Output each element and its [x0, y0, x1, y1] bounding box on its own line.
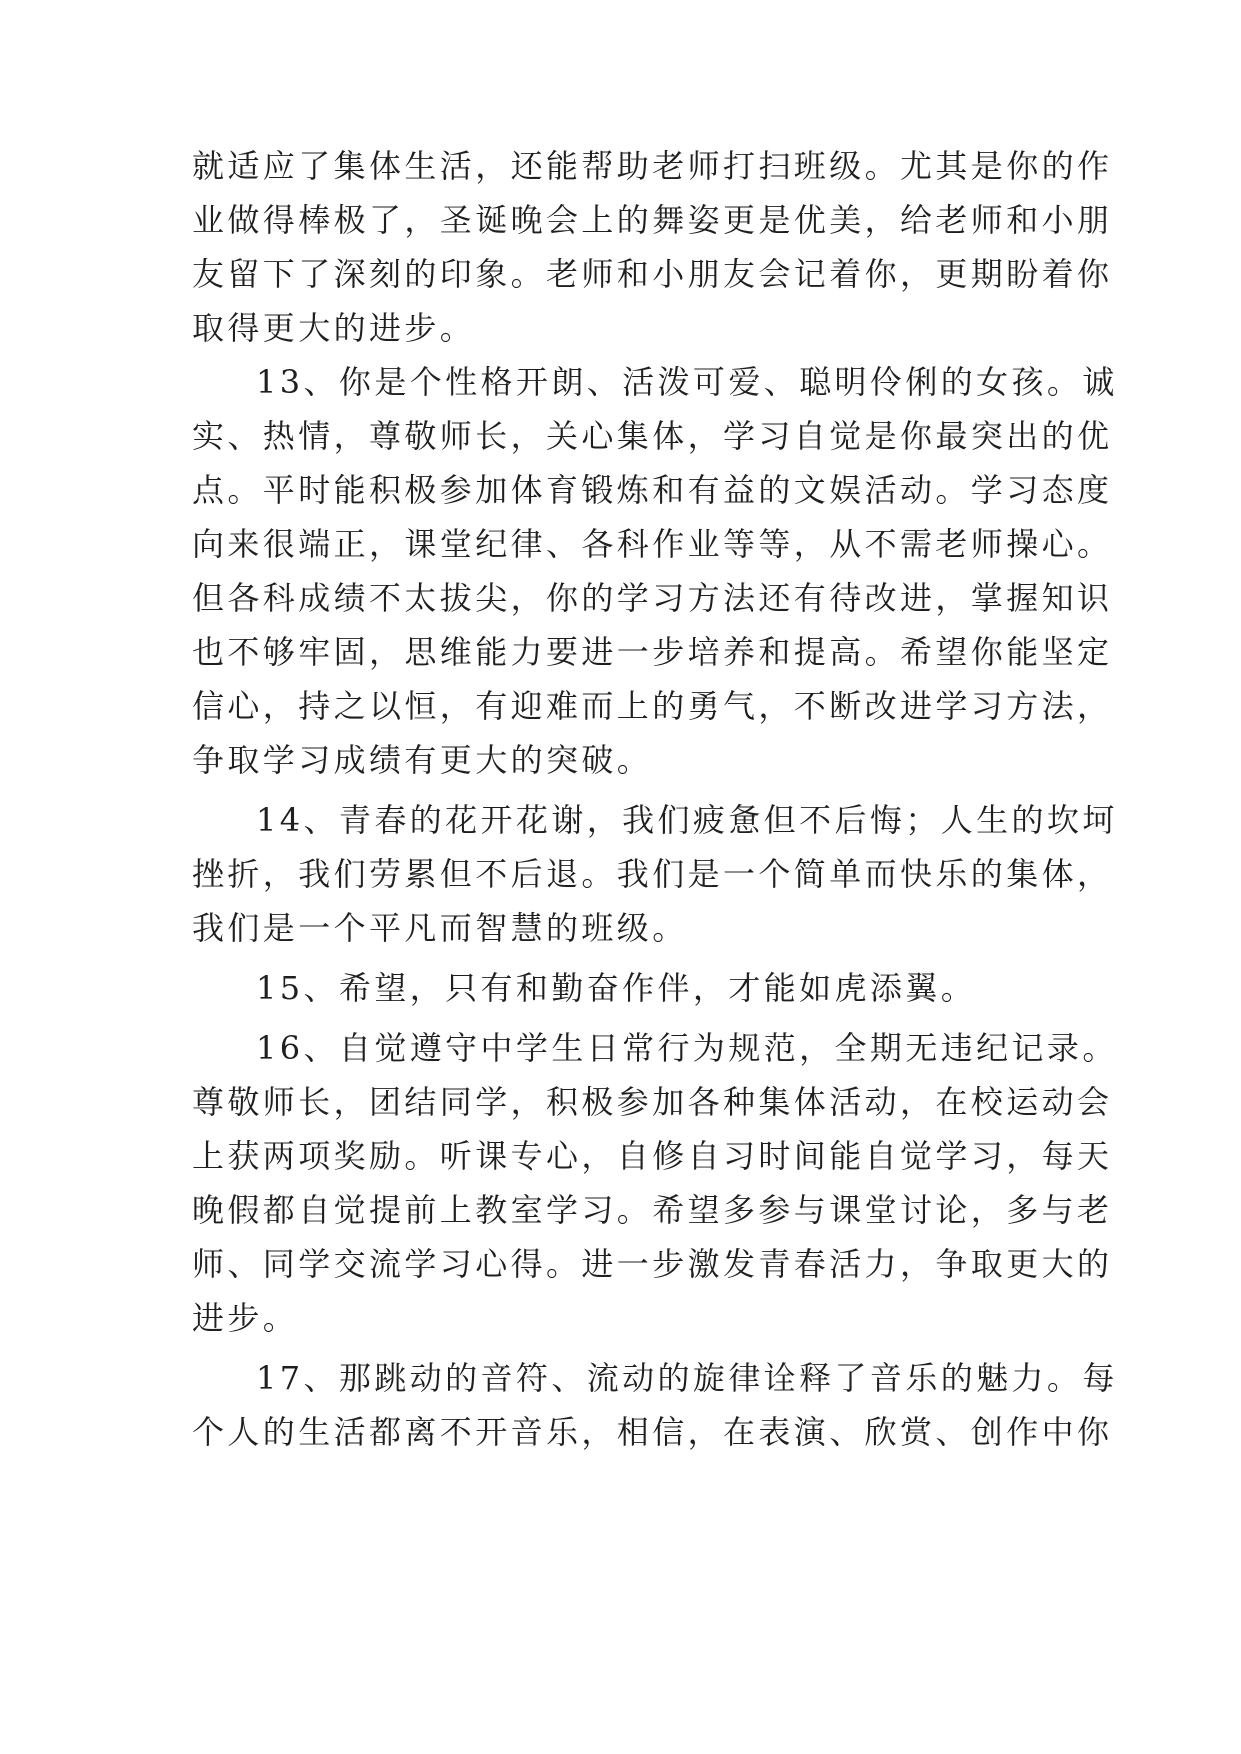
text-line: 上获两项奖励。听课专心，自修自习时间能自觉学习，每天	[192, 1137, 1113, 1175]
paragraph-13-first-line: 13、你是个性格开朗、活泼可爱、聪明伶俐的女孩。诚	[256, 363, 1118, 401]
text-line: 实、热情，尊敬师长，关心集体，学习自觉是你最突出的优	[192, 417, 1113, 455]
text-line: 向来很端正，课堂纪律、各科作业等等，从不需老师操心。	[192, 525, 1113, 563]
text-line: 晚假都自觉提前上教室学习。希望多参与课堂讨论，多与老	[192, 1191, 1113, 1229]
text-line: 就适应了集体生活，还能帮助老师打扫班级。尤其是你的作	[192, 147, 1113, 185]
text-line: 点。平时能积极参加体育锻炼和有益的文娱活动。学习态度	[192, 471, 1113, 509]
paragraph-14-first-line: 14、青春的花开花谢，我们疲惫但不后悔；人生的坎坷	[256, 801, 1118, 839]
text-line: 挫折，我们劳累但不后退。我们是一个简单而快乐的集体，	[192, 855, 1113, 893]
text-line: 也不够牢固，思维能力要进一步培养和提高。希望你能坚定	[192, 633, 1113, 671]
paragraph-16-first-line: 16、自觉遵守中学生日常行为规范，全期无违纪记录。	[256, 1029, 1118, 1067]
text-line: 信心，持之以恒，有迎难而上的勇气，不断改进学习方法，	[192, 687, 1113, 725]
text-line: 我们是一个平凡而智慧的班级。	[192, 909, 688, 947]
paragraph-15-line: 15、希望，只有和勤奋作伴，才能如虎添翼。	[256, 969, 977, 1007]
text-line: 师、同学交流学习心得。进一步激发青春活力，争取更大的	[192, 1245, 1113, 1283]
text-line: 取得更大的进步。	[192, 309, 476, 347]
text-line: 业做得棒极了，圣诞晚会上的舞姿更是优美，给老师和小朋	[192, 201, 1113, 239]
text-line: 但各科成绩不太拔尖，你的学习方法还有待改进，掌握知识	[192, 579, 1113, 617]
text-line: 友留下了深刻的印象。老师和小朋友会记着你，更期盼着你	[192, 255, 1113, 293]
text-line: 个人的生活都离不开音乐，相信，在表演、欣赏、创作中你	[192, 1413, 1113, 1451]
text-line: 争取学习成绩有更大的突破。	[192, 741, 653, 779]
paragraph-17-first-line: 17、那跳动的音符、流动的旋律诠释了音乐的魅力。每	[256, 1359, 1118, 1397]
text-line: 尊敬师长，团结同学，积极参加各种集体活动，在校运动会	[192, 1083, 1113, 1121]
text-line: 进步。	[192, 1299, 299, 1337]
